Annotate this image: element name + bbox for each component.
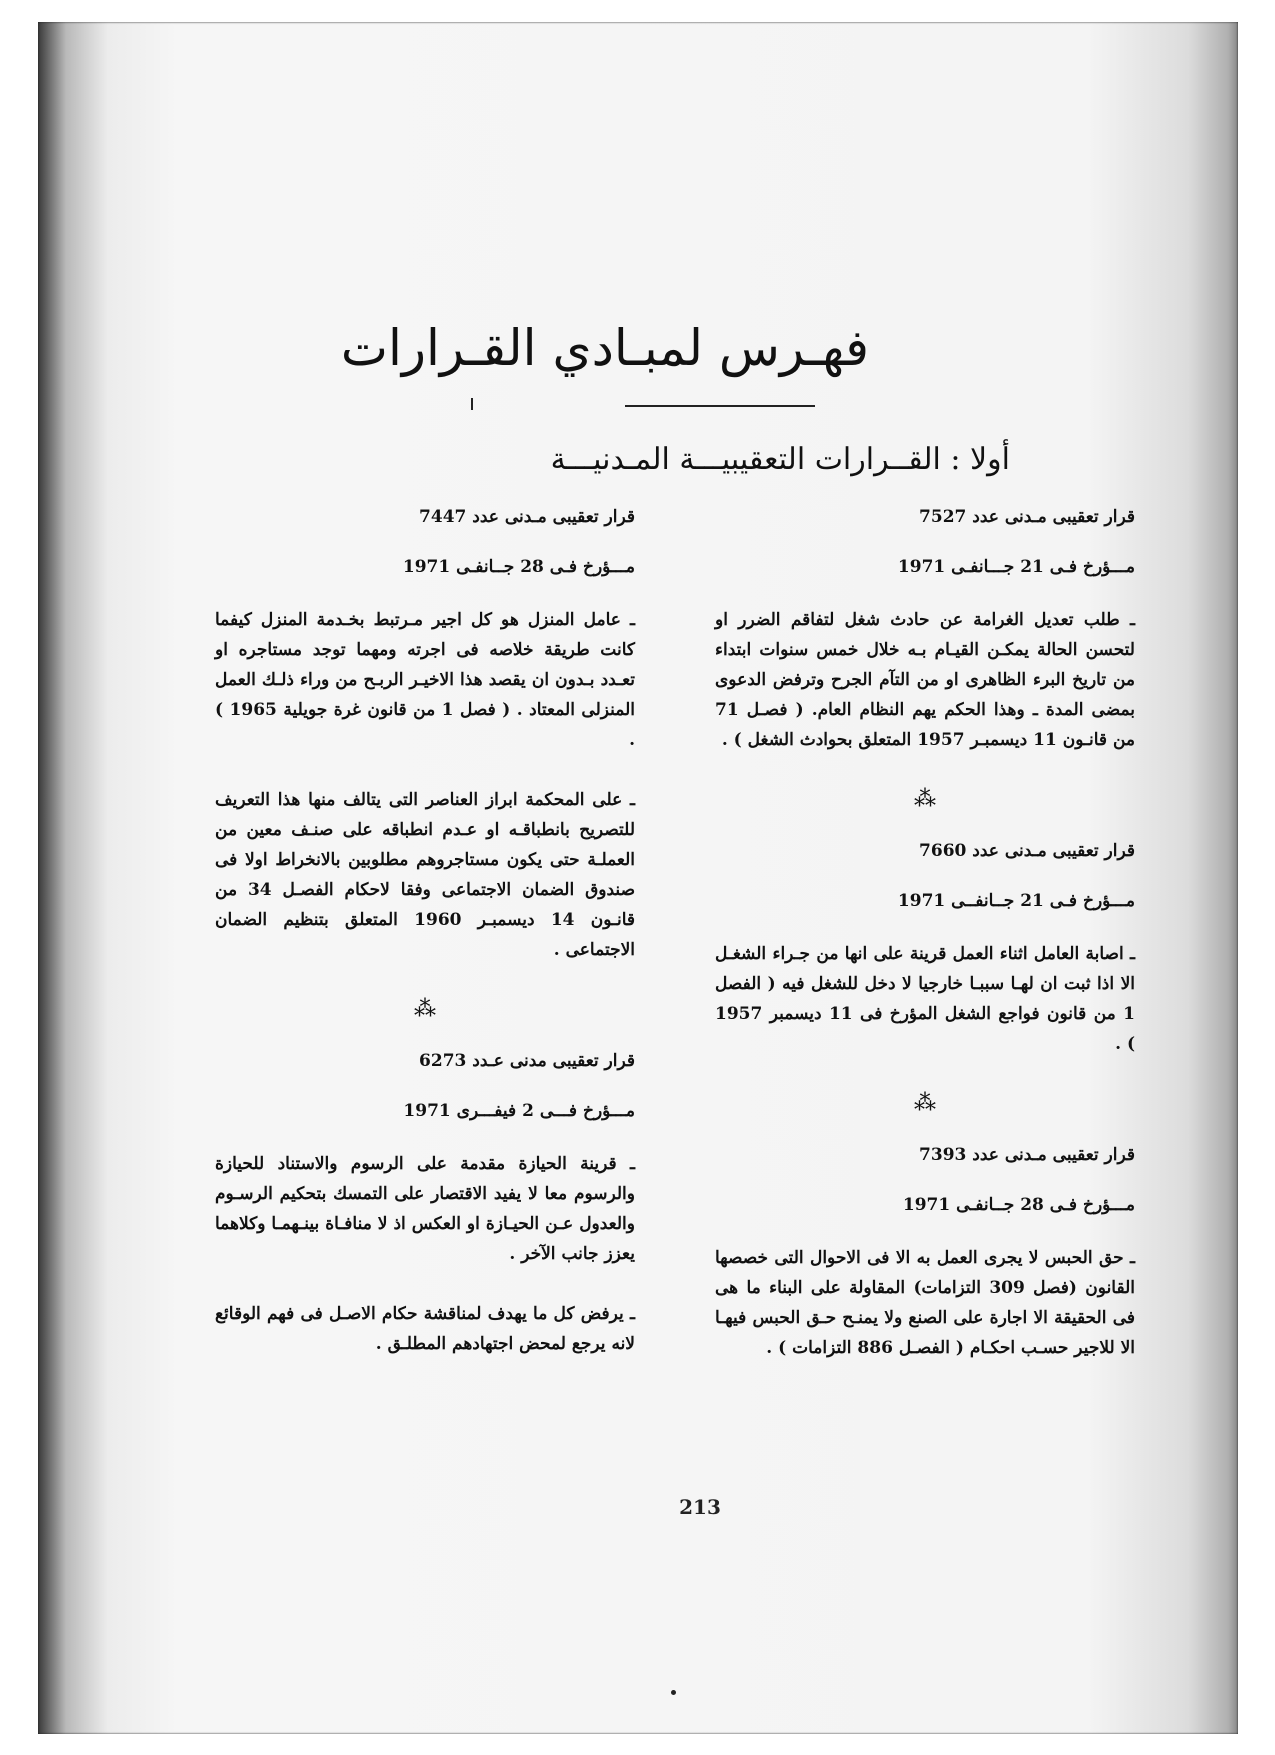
decision-heading: قرار تعقيبى مـدنى عدد 7393 xyxy=(919,1145,1135,1165)
decision-principle: ـ قرينة الحيازة مقدمة على الرسوم والاستناد للحيازة والرسوم معا لا يفيد الاقتصار على التمسك بتحكيم الرسـوم والعدول عـن الحيـازة او العكس اذ لا منافـاة بينـهمـا وكلاهما يعزز جانب الآخر . xyxy=(215,1154,635,1264)
decision-date: مـــؤرخ فـى 28 جــانفـى 1971 xyxy=(402,557,635,577)
left-column xyxy=(215,505,635,1389)
decision-date: مـــؤرخ فـى 21 جـــانفـى 1971 xyxy=(897,557,1135,577)
decision-principle: ـ حق الحبس لا يجرى العمل به الا فى الاحوال التى خصصها القانون (فصل 309 التزامات) المقاولة على البناء ما هى فى الحقيقة الا اجارة على الصنع ولا يمنـح حـق الحبس فيهـا الا للاجير حسـب احكـام ( الفصـل 886 التزامات ) . xyxy=(715,1248,1135,1358)
decision-date: مـــؤرخ فـى 21 جــانفــى 1971 xyxy=(897,891,1135,911)
section-heading: أولا : القــرارات التعقيبيـــة المـدنيـــة xyxy=(550,442,1010,477)
decision-date: مـــؤرخ فـــى 2 فيفـــرى 1971 xyxy=(403,1101,635,1121)
decision-principle: ـ اصابة العامل اثناء العمل قرينة على انها من جـراء الشغـل الا اذا ثبت ان لهـا سببـا خارجيا لا دخل للشغل فيه ( الفصل 1 من قانون فواجع الشغل المؤرخ فى 11 ديسمبر 1957 ) . xyxy=(715,944,1135,1054)
decision-principle: ـ على المحكمة ابراز العناصر التى يتالف منها هذا التعريف للتصريح بانطباقـه او عـدم انطباقه على صنـف معين من العملـة حتى يكون مستاجروهم مطلوبين بالانخراط اولا فى صندوق الضمان الاجتماعى وفقا لاحكام الفصـل 34 من قانـون 14 ديسمبـر 1960 المتعلق بتنظيم الضمان الاجتماعى . xyxy=(215,790,636,960)
title-underline xyxy=(625,405,815,407)
decision-entry xyxy=(715,1143,1135,1363)
decision-heading: قرار تعقيبى مـدنى عدد 7527 xyxy=(919,507,1135,527)
page-number: 213 xyxy=(679,1495,721,1519)
margin-mark xyxy=(471,398,473,410)
decision-entry xyxy=(715,839,1135,1059)
right-column xyxy=(715,505,1135,1393)
asterism-separator: ⁂ xyxy=(914,787,936,812)
decision-principle: ـ يرفض كل ما يهدف لمناقشة حكام الاصـل فى فهم الوقائع لانه يرجع لمحض اجتهادهم المطلـق . xyxy=(215,1304,635,1354)
decision-entry xyxy=(215,1049,635,1359)
decision-heading: قرار تعقيبى مـدنى عدد 7447 xyxy=(419,507,635,527)
asterism-separator: ⁂ xyxy=(914,1091,936,1116)
page-title: فهـرس لمبـادي القـرارات xyxy=(340,319,870,377)
decision-principle: ـ طلب تعديل الغرامة عن حادث شغل لتفاقم الضرر او لتحسن الحالة يمكـن القيـام بـه خلال خمس سنوات ابتداء من تاريخ البرء الظاهرى او من التآم الجرح وترفض الدعوى بمضى المدة ـ وهذا الحكم يهم النظام العام. ( فصـل 71 من قانـون 11 ديسمبـر 1957 المتعلق بحوادث الشغل ) . xyxy=(715,610,1135,750)
decision-entry xyxy=(215,505,635,965)
decision-date: مـــؤرخ فـى 28 جــانفـى 1971 xyxy=(902,1195,1135,1215)
decision-entry xyxy=(715,505,1135,755)
asterism-separator: ⁂ xyxy=(414,997,436,1022)
decision-principle: ـ عامل المنزل هو كل اجير مـرتبط بخـدمة المنزل كيفما كانت طريقة خلاصه فى اجرته ومهما توجد مستاجره او تعـدد بـدون ان يقصد هذا الاخيـر الربـح من وراء ذلـك العمل المنزلى المعتاد . ( فصل 1 من قانون غرة جويلية 1965 ) . xyxy=(215,610,636,750)
ink-dot xyxy=(671,1690,676,1695)
decision-heading: قرار تعقيبى مـدنى عدد 7660 xyxy=(919,841,1135,861)
decision-heading: قرار تعقيبى مدنى عـدد 6273 xyxy=(419,1051,635,1071)
